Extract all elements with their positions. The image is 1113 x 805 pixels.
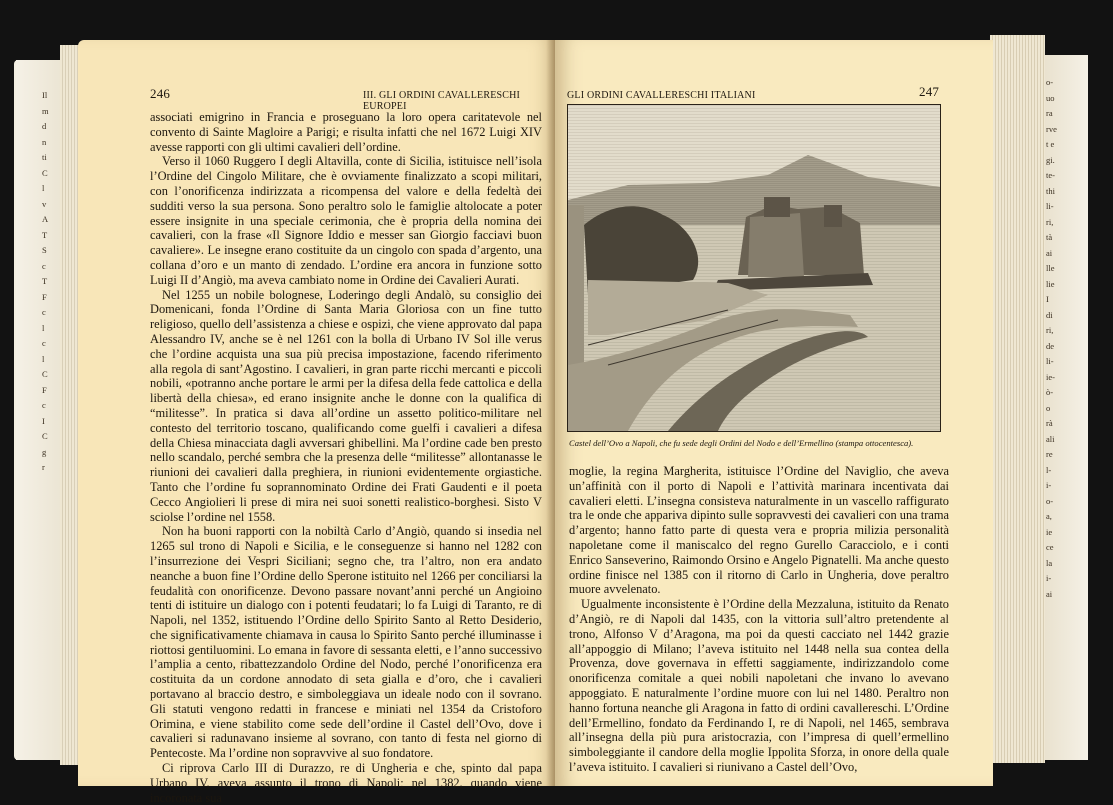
edge-text-fragment: d	[42, 121, 47, 131]
edge-text-fragment: l	[42, 183, 45, 193]
edge-text-fragment: la	[1046, 557, 1053, 568]
edge-text-fragment: C	[42, 431, 48, 441]
edge-text-fragment: gi.	[1046, 154, 1055, 165]
edge-text-fragment: F	[42, 291, 47, 302]
edge-text-fragment: c	[42, 307, 46, 317]
edge-text-fragment: ce	[1046, 542, 1054, 552]
edge-text-fragment: l	[42, 322, 45, 333]
edge-text-fragment: de	[1046, 340, 1055, 351]
left-paragraph: Verso il 1060 Ruggero I degli Altavilla, conte di Sicilia, istituisce nell’isola l’Ordine del Cingolo Militare, che è ovviamente finalizzato a scopi militari, con l’onorificenza indirizzata a ricompensa del valore e della fedeltà dei sudditi verso la sua persona. Sono peraltro solo le famiglie altolocate a poter essere insignite in una speciale cerimonia, che è propria della nomina dei cavalieri, con la frase «Il Signore Iddio e messer san Giorgio facciavi buon cavaliere». Le insegne erano costituite da un cingolo con spada d’argento, una collana d’oro e un manto di zendado. L’ordine era ancora in funzione sotto Luigi II d’Angiò, ma aveva cambiato nome in Ordine dei Cavalieri Aurati.	[150, 154, 542, 287]
left-paragraph: Non ha buoni rapporti con la nobiltà Carlo d’Angiò, quando si insedia nel 1265 sul trono di Napoli e Sicilia, e le conseguenze si hanno nel 1282 con l’insurrezione dei Vespri Siciliani; segno che, tra l’altro, non era andato neanche a buon fine l’Ordine dello Sperone istituito nel 1266 per conciliarsi la feudalità con onorificenze. Devono passare novant’anni perché un Angioino tenti di istituire un dialogo con i potenti feudatari; lo fa Luigi di Taranto, re di Napoli, nel 1352, istituendo l’Ordine dello Spirito Santo al Retto Desiderio, che significativamente chiamava in causa lo Spirito Santo perché illuminasse i riottosi gentiluomini. Lo emana in favore di sessanta eletti, e l’anno successivo l’amplia a cento, ribattezzandolo Ordine del Nodo, perché l’onorificenza era costituita da un cordone annodato di seta gialla e d’oro, che i cavalieri portavano al braccio destro, e simboleggiava un ideale nodo con il sovrano. Gli statuti vengono redatti in francese e miniati nel 1354 da Cristoforo Orimina, e viene stabilito come sede dell’ordine il Castel dell’Ovo, dove i cavalieri si radunavano insieme al sovrano, con tanto di festa nel giorno di Pentecoste. Ma l’ordine non sopravvive al suo fondatore.	[150, 524, 542, 761]
edge-text-fragment: T	[42, 276, 48, 286]
edge-text-fragment: ri,	[1046, 216, 1054, 227]
edge-text-fragment: l-	[1046, 464, 1052, 475]
left-paragraph: Ci riprova Carlo III di Durazzo, re di Ungheria e che, spinto dal papa Urbano IV, aveva assunto il trono di Napoli; nel 1382, quando viene incoronata sua	[150, 761, 542, 805]
castel-dell-ovo-engraving	[567, 104, 941, 432]
edge-text-fragment: ra	[1046, 108, 1053, 118]
edge-text-fragment: li-	[1046, 201, 1054, 211]
edge-text-fragment: r	[42, 462, 45, 472]
edge-text-fragment: ai	[1046, 247, 1053, 258]
edge-text-fragment: o-	[1046, 495, 1054, 506]
edge-text-fragment: i-	[1046, 480, 1052, 490]
edge-text-fragment: di	[1046, 309, 1053, 320]
edge-text-fragment: T	[42, 229, 48, 240]
edge-text-fragment: Il	[42, 90, 48, 100]
right-body-text	[569, 464, 949, 775]
edge-text-fragment: li-	[1046, 356, 1054, 366]
engraving-illustration	[568, 105, 940, 431]
edge-text-fragment: I	[1046, 294, 1049, 304]
left-running-head: III. GLI ORDINI CAVALLERESCHI EUROPEI	[363, 90, 521, 112]
edge-text-fragment: C	[42, 167, 48, 178]
edge-text-fragment: thi	[1046, 185, 1055, 196]
edge-text-fragment: l	[42, 353, 45, 364]
edge-text-fragment: ie	[1046, 526, 1053, 537]
edge-text-fragment: a,	[1046, 511, 1052, 521]
edge-text-fragment: ali	[1046, 433, 1055, 444]
edge-text-fragment: m	[42, 105, 49, 116]
right-edge-page	[1040, 55, 1088, 760]
edge-text-fragment: tà	[1046, 232, 1053, 242]
right-page-number: 247	[919, 84, 940, 99]
left-page	[78, 40, 556, 805]
edge-text-fragment: uo	[1046, 92, 1055, 103]
edge-text-fragment: ò-	[1046, 387, 1054, 397]
figure-caption: Castel dell’Ovo a Napoli, che fu sede degli Ordini del Nodo e dell’Ermellino (stampa ottocentesca).	[569, 438, 914, 448]
edge-text-fragment: rve	[1046, 123, 1057, 134]
edge-text-fragment: g	[42, 446, 47, 457]
edge-text-fragment: ri,	[1046, 325, 1054, 335]
left-page-number: 246	[150, 86, 171, 101]
edge-text-fragment: t e	[1046, 139, 1055, 149]
edge-text-fragment: ie-	[1046, 371, 1055, 382]
edge-text-fragment: lle	[1046, 263, 1055, 273]
edge-text-fragment: A	[42, 214, 49, 224]
right-paragraph: moglie, la regina Margherita, istituisce l’Ordine del Naviglio, che aveva un’affinità con il porto di Napoli e l’attività marinara incentivata dai cavalieri eletti. L’insegna consisteva naturalmente in un vascello raffigurato tra le onde che appariva dipinto sulle sopravvesti dei cavalieri con una trama d’argento; hanno fatto parte di questa vera e propria milizia personalità napoletane come il maniscalco del regno Gurello Caracciolo, e i conti Enrico Sanseverino, Raimondo Orsino e Angelo Pignatelli. Ma anche questo ordine finisce nel 1385 con il ritorno di Carlo in Ungheria, dove peraltro muore avvelenato.	[569, 464, 949, 597]
edge-text-fragment: i-	[1046, 573, 1052, 583]
edge-text-fragment: c	[42, 260, 46, 271]
edge-text-fragment: o-	[1046, 77, 1054, 87]
edge-text-fragment: lie	[1046, 278, 1055, 289]
right-edge-text	[1046, 75, 1057, 602]
left-paragraph: associati emigrino in Francia e proseguano la loro opera caritatevole nel convento di Sainte Magloire a Parigi; e risulta infatti che nel 1672 Luigi XIV avesse rapporti con gli ultimi cavalieri dell’ordine.	[150, 110, 542, 154]
edge-text-fragment: rà	[1046, 418, 1053, 428]
edge-text-fragment: c	[42, 338, 46, 348]
edge-text-fragment: F	[42, 384, 47, 395]
edge-text-fragment: c	[42, 400, 46, 410]
edge-text-fragment: te-	[1046, 170, 1055, 180]
left-body-text	[150, 110, 542, 805]
edge-text-fragment: C	[42, 369, 48, 379]
edge-text-fragment: n	[42, 136, 47, 147]
edge-text-fragment: S	[42, 245, 47, 255]
right-running-head: GLI ORDINI CAVALLERESCHI ITALIANI	[567, 90, 756, 101]
edge-text-fragment: I	[42, 415, 45, 426]
right-paragraph: Ugualmente inconsistente è l’Ordine della Mezzaluna, istituito da Renato d’Angiò, re di Napoli dal 1435, con la vittoria sull’altro pretendente al trono, Alfonso V d’Aragona, ma poi da questi cacciato nel 1442 grazie all’appoggio di Milano; l’aveva istituito nel 1448 nella sua contea della Provenza, dove governava in effetti saggiamente, indirizzandolo come onorificenza comitale a quei nobili napoletani che invano lo avevano appoggiato. E naturalmente l’ordine muore con lui nel 1480. Peraltro non hanno fortuna neanche gli Aragona in fatto di ordini cavallereschi. L’Ordine dell’Ermellino, fondato da Ferdinando I, re di Napoli, nel 1465, sembrava all’insegna della più pura aristocrazia, con l’impresa di quell’ermellino simboleggiante il candore della moglie Ippolita Sforza, in onore della quale l’aveva istituito. I cavalieri si riunivano a Castel dell’Ovo,	[569, 597, 949, 774]
edge-text-fragment: o	[1046, 402, 1051, 413]
left-paragraph: Nel 1255 un nobile bolognese, Loderingo degli Andalò, su consiglio dei Domenicani, fonda l’Ordine di Santa Maria Gloriosa con un fine tutto religioso, quello dell’assistenza a chiese e ospizi, che viene approvato dal papa Alessandro IV, anche se è nel 1261 con la bolla di Urbano IV Sol ille verus che l’ordine acquista una sua più precisa impostazione, facendo riferimento alla regola di sant’Agostino. I cavalieri, in gran parte ricchi mercanti e piccoli nobili, «potranno anche portare le armi per la difesa della fede cattolica e della libertà della chiesa», ed erano insignite anche le donne con la qualifica di “militesse”. In pratica si dava all’ordine un assetto politico-militare nel contesto del territorio toscano, qualificando come guelfi i cavalieri a difesa della Chiesa minacciata dagli avversari ghibellini. Ma l’ordine cade ben presto nello scandalo, perché sembra che la presenza delle “militesse” allontanasse le riunioni dei cavalieri dalla preghiera, in riunioni evidentemente orgiastiche. Tanto che l’ordine fu soprannominato Ordine dei Frati Gaudenti e il poeta Cecco Angiolieri li prese di mira nei suoi sonetti realistico-borghesi. Sisto V sciolse l’ordine nel 1558.	[150, 287, 542, 524]
edge-text-fragment: ti	[42, 152, 47, 162]
right-page-stack	[990, 35, 1045, 763]
edge-text-fragment: re	[1046, 449, 1053, 459]
edge-text-fragment: v	[42, 198, 47, 209]
left-edge-text	[42, 88, 49, 476]
right-page	[555, 40, 993, 786]
edge-text-fragment: ai	[1046, 588, 1053, 599]
